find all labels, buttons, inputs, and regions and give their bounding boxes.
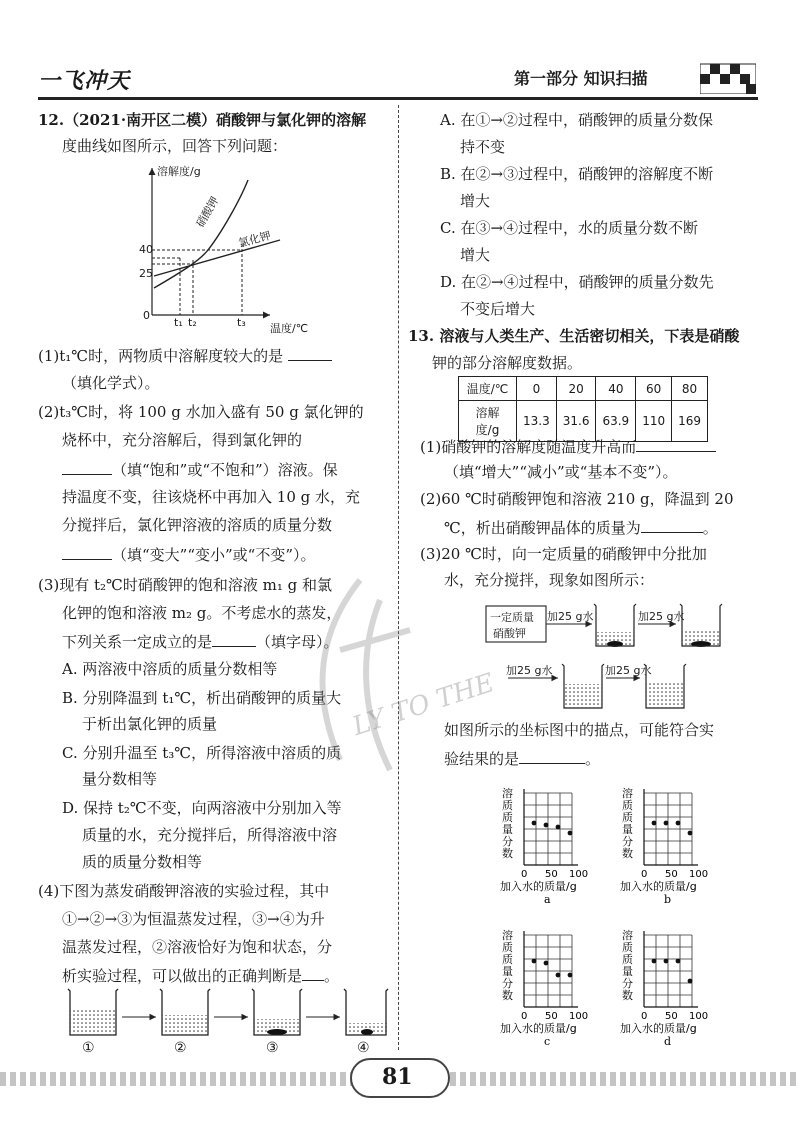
table-cell: 溶解度/g — [459, 401, 517, 442]
q12-p3-option-d1: D. 保持 t₂℃不变，向两溶液中分别加入等 — [62, 799, 342, 817]
q12-stem-line1: 12.（2021·南开区二模）硝酸钾与氯化钾的溶解 — [38, 111, 367, 129]
beaker-2 — [160, 989, 210, 1035]
graph-ylabel-char: 质 — [622, 799, 633, 812]
flow-add-water-2: 加25 g水 — [638, 610, 685, 623]
chart-xtick-t2: t₂ — [188, 316, 197, 329]
graph-point — [676, 821, 681, 826]
beaker-label-4: ④ — [357, 1040, 370, 1056]
q12-p1-line1: (1)t₁℃时，两物质中溶解度较大的是 — [38, 345, 332, 366]
q12-p3-option-c1: C. 分别升温至 t₃℃，所得溶液中溶质的质 — [62, 744, 342, 762]
q12-p4-option-a1: A. 在①→②过程中，硝酸钾的质量分数保 — [440, 111, 713, 129]
chart-ytick-25: 25 — [139, 267, 153, 280]
chart-xtick-t3: t₃ — [237, 316, 246, 329]
q12-p3-blank[interactable] — [212, 631, 256, 647]
flow-beaker-2 — [680, 604, 722, 647]
table-cell: 60 — [636, 377, 672, 401]
q13-p1-line1: (1)硝酸钾的溶解度随温度升高而 — [420, 436, 716, 457]
q13-p1-line2: （填“增大”“减小”或“基本不变”）。 — [444, 463, 678, 481]
beaker-label-2: ② — [174, 1040, 187, 1056]
graph-point — [532, 959, 537, 964]
table-cell: 80 — [672, 377, 708, 401]
graph-point — [532, 821, 537, 826]
q12-p3-line3: 下列关系一定成立的是 （填字母）。 — [62, 633, 339, 651]
header-section-title: 第一部分 知识扫描 — [514, 69, 648, 88]
q12-p2-line6: （填“变大”“变小”或“不变”）。 — [62, 544, 316, 565]
q12-p3-option-d3: 质的质量分数相等 — [82, 853, 203, 871]
table-cell: 31.6 — [556, 401, 596, 442]
q12-p4-option-b1: B. 在②→③过程中，硝酸钾的溶解度不断 — [440, 165, 714, 183]
beaker-label-1: ① — [82, 1040, 95, 1056]
graph-ylabel-char: 数 — [502, 847, 513, 860]
q12-p3-option-b2: 于析出氯化钾的质量 — [82, 715, 218, 733]
graph-ylabel-char: 质 — [502, 941, 513, 954]
graph-ylabel-char: 数 — [622, 847, 633, 860]
table-cell: 110 — [636, 401, 672, 442]
chart-xtick-t1: t₁ — [174, 316, 183, 329]
graph-point — [568, 973, 573, 978]
graph-ylabel-char: 分 — [622, 835, 633, 848]
graph-point — [544, 823, 549, 828]
graph-ylabel-char: 数 — [502, 989, 513, 1002]
q12-p3-line1: (3)现有 t₂℃时硝酸钾的饱和溶液 m₁ g 和氯 — [38, 576, 332, 594]
graph-ylabel-char: 溶 — [502, 787, 513, 800]
flow-add-water-1: 加25 g水 — [547, 610, 594, 623]
table-cell: 20 — [556, 377, 596, 401]
graph-point — [676, 959, 681, 964]
q12-p3-option-c2: 量分数相等 — [82, 770, 158, 788]
graph-point — [544, 961, 549, 966]
graph-xtick: 100 — [689, 869, 709, 880]
q13-p2-blank[interactable] — [641, 517, 703, 533]
chart-xlabel: 温度/℃ — [270, 322, 309, 335]
q13-stem-line2: 钾的部分溶解度数据。 — [432, 354, 583, 372]
header-logo: 一飞冲天 — [38, 69, 131, 94]
q12-p4-option-a2: 持不变 — [460, 138, 506, 156]
page-number: 81 — [382, 1064, 413, 1090]
flow-add-water-3: 加25 g水 — [506, 664, 553, 677]
graph-xlabel: 加入水的质量/g — [620, 880, 697, 893]
q12-p3-option-d2: 质量的水，充分搅拌后，所得溶液中溶 — [82, 826, 338, 844]
q12-p2-blank1[interactable] — [62, 459, 112, 475]
q12-p2-line1: (2)t₃℃时，将 100 g 水加入盛有 50 g 氯化钾的 — [38, 403, 364, 421]
table-cell: 13.3 — [517, 401, 557, 442]
chart-series-label-kno3: 硝酸钾 — [193, 194, 222, 230]
q13-p3-blank[interactable] — [519, 748, 585, 764]
q12-p3-option-a: A. 两溶液中溶质的质量分数相等 — [62, 660, 278, 678]
q13-p3-line1: (3)20 ℃时，向一定质量的硝酸钾中分批加 — [420, 545, 707, 563]
graph-point — [688, 979, 693, 984]
q12-p2-blank2[interactable] — [62, 544, 112, 560]
q12-p2-line4: 持温度不变，往该烧杯中再加入 10 g 水，充 — [62, 488, 360, 506]
graph-point — [652, 959, 657, 964]
chart-ylabel: 溶解度/g — [157, 165, 201, 178]
graph-ylabel-char: 量 — [622, 965, 633, 978]
graph-ylabel-char: 质 — [622, 953, 633, 966]
graph-xtick: 50 — [545, 1011, 558, 1022]
graph-point — [688, 831, 693, 836]
q13-p2-line2: ℃，析出硝酸钾晶体的质量为 。 — [444, 519, 718, 537]
q12-p2-line2: 烧杯中，充分溶解后，得到氯化钾的 — [62, 431, 303, 449]
graph-name: c — [544, 1035, 551, 1048]
q13-stem-line1: 13. 溶液与人类生产、生活密切相关，下表是硝酸 — [408, 327, 740, 345]
graph-xtick: 100 — [569, 869, 589, 880]
watermark-text: LY TO THE — [348, 668, 498, 742]
graph-name: d — [664, 1035, 672, 1048]
beaker-label-3: ③ — [266, 1040, 279, 1056]
graph-xtick: 0 — [521, 869, 528, 880]
q12-p3-option-b1: B. 分别降温到 t₁℃，析出硝酸钾的质量大 — [62, 689, 342, 707]
graph-point — [664, 821, 669, 826]
q12-p4-option-c2: 增大 — [460, 246, 491, 264]
graph-ylabel-char: 数 — [622, 989, 633, 1002]
q12-p2-line3: （填“饱和”或“不饱和”）溶液。保 — [62, 459, 338, 480]
q12-p1-line2: （填化学式）。 — [62, 374, 160, 392]
header-pattern — [700, 60, 756, 94]
graph-ylabel-char: 分 — [502, 835, 513, 848]
graph-ylabel-char: 量 — [502, 823, 513, 836]
table-cell: 0 — [517, 377, 557, 401]
header-rule — [38, 97, 758, 100]
beaker-4 — [344, 989, 388, 1035]
q12-p4-line4: 析实验过程，可以做出的正确判断是 。 — [62, 967, 340, 985]
graph-ylabel-char: 质 — [502, 799, 513, 812]
graph-xtick: 0 — [641, 869, 648, 880]
chart-origin: 0 — [143, 309, 150, 322]
q13-p3-line2: 水，充分搅拌，现象如图所示： — [444, 571, 655, 589]
q12-p3-line2: 化钾的饱和溶液 m₂ g。不考虑水的蒸发， — [62, 604, 342, 622]
q13-p3-line4: 验结果的是 。 — [444, 750, 601, 768]
graph-name: a — [544, 893, 551, 906]
table-cell: 63.9 — [596, 401, 636, 442]
graph-xtick: 50 — [665, 1011, 678, 1022]
graph-xlabel: 加入水的质量/g — [500, 1022, 577, 1035]
flow-add-water-4: 加25 g水 — [605, 664, 652, 677]
table-cell: 169 — [672, 401, 708, 442]
graph-point — [652, 821, 657, 826]
solubility-table — [458, 376, 708, 442]
graph-point — [556, 973, 561, 978]
chart-ytick-40: 40 — [139, 243, 153, 256]
q13-p3-line3: 如图所示的坐标图中的描点，可能符合实 — [444, 721, 715, 739]
graph-xtick: 0 — [521, 1011, 528, 1022]
graph-ylabel-char: 量 — [502, 965, 513, 978]
q13-p2-line1: (2)60 ℃时硝酸钾饱和溶液 210 g，降温到 20 — [420, 490, 734, 508]
graph-xtick: 50 — [545, 869, 558, 880]
beaker-1 — [68, 989, 118, 1035]
q12-p2-line5: 分搅拌后，氯化钾溶液的溶质的质量分数 — [62, 516, 333, 534]
q12-p4-option-c1: C. 在③→④过程中，水的质量分数不断 — [440, 219, 699, 237]
q12-stem-line2: 度曲线如图所示，回答下列问题： — [62, 137, 288, 155]
graph-xtick: 100 — [689, 1011, 709, 1022]
graph-ylabel-char: 分 — [622, 977, 633, 990]
graph-xlabel: 加入水的质量/g — [500, 880, 577, 893]
graph-point — [664, 959, 669, 964]
flow-box-line1: 一定质量 — [490, 611, 534, 624]
graph-ylabel-char: 质 — [622, 941, 633, 954]
graph-ylabel-char: 溶 — [622, 787, 633, 800]
flow-beaker-3 — [562, 664, 604, 708]
graph-xtick: 100 — [569, 1011, 589, 1022]
q13-p1-blank[interactable] — [636, 436, 716, 452]
graphs-panel — [490, 785, 750, 1050]
evaporation-beakers — [60, 985, 390, 1040]
solubility-chart — [130, 160, 330, 340]
graph-ylabel-char: 分 — [502, 977, 513, 990]
graph-name: b — [664, 893, 672, 906]
graph-ylabel-char: 溶 — [502, 929, 513, 942]
q12-p4-line2: ①→②→③为恒温蒸发过程，③→④为升 — [62, 910, 325, 928]
graph-point — [568, 831, 573, 836]
q12-p1-blank[interactable] — [288, 345, 332, 361]
graph-point — [556, 825, 561, 830]
q12-p4-line3: 温蒸发过程，②溶液恰好为饱和状态，分 — [62, 938, 333, 956]
q12-p4-option-d2: 不变后增大 — [460, 300, 536, 318]
flow-box-line2: 硝酸钾 — [493, 627, 526, 640]
graph-xlabel: 加入水的质量/g — [620, 1022, 697, 1035]
table-cell: 40 — [596, 377, 636, 401]
graph-ylabel-char: 质 — [502, 811, 513, 824]
graph-xtick: 0 — [641, 1011, 648, 1022]
chart-series-label-kcl: 氯化钾 — [237, 228, 273, 251]
graph-ylabel-char: 质 — [622, 811, 633, 824]
graph-ylabel-char: 量 — [622, 823, 633, 836]
q12-p4-line1: (4)下图为蒸发硝酸钾溶液的实验过程，其中 — [38, 882, 330, 900]
graph-xtick: 50 — [665, 869, 678, 880]
graph-ylabel-char: 质 — [502, 953, 513, 966]
q12-p4-option-d1: D. 在②→④过程中，硝酸钾的质量分数先 — [440, 273, 714, 291]
graph-ylabel-char: 溶 — [622, 929, 633, 942]
table-row — [459, 377, 708, 401]
q12-p4-blank[interactable] — [302, 965, 324, 981]
beaker-3 — [252, 989, 302, 1035]
table-cell: 温度/℃ — [459, 377, 517, 401]
q12-p4-option-b2: 增大 — [460, 192, 491, 210]
flow-beaker-1 — [594, 604, 636, 647]
